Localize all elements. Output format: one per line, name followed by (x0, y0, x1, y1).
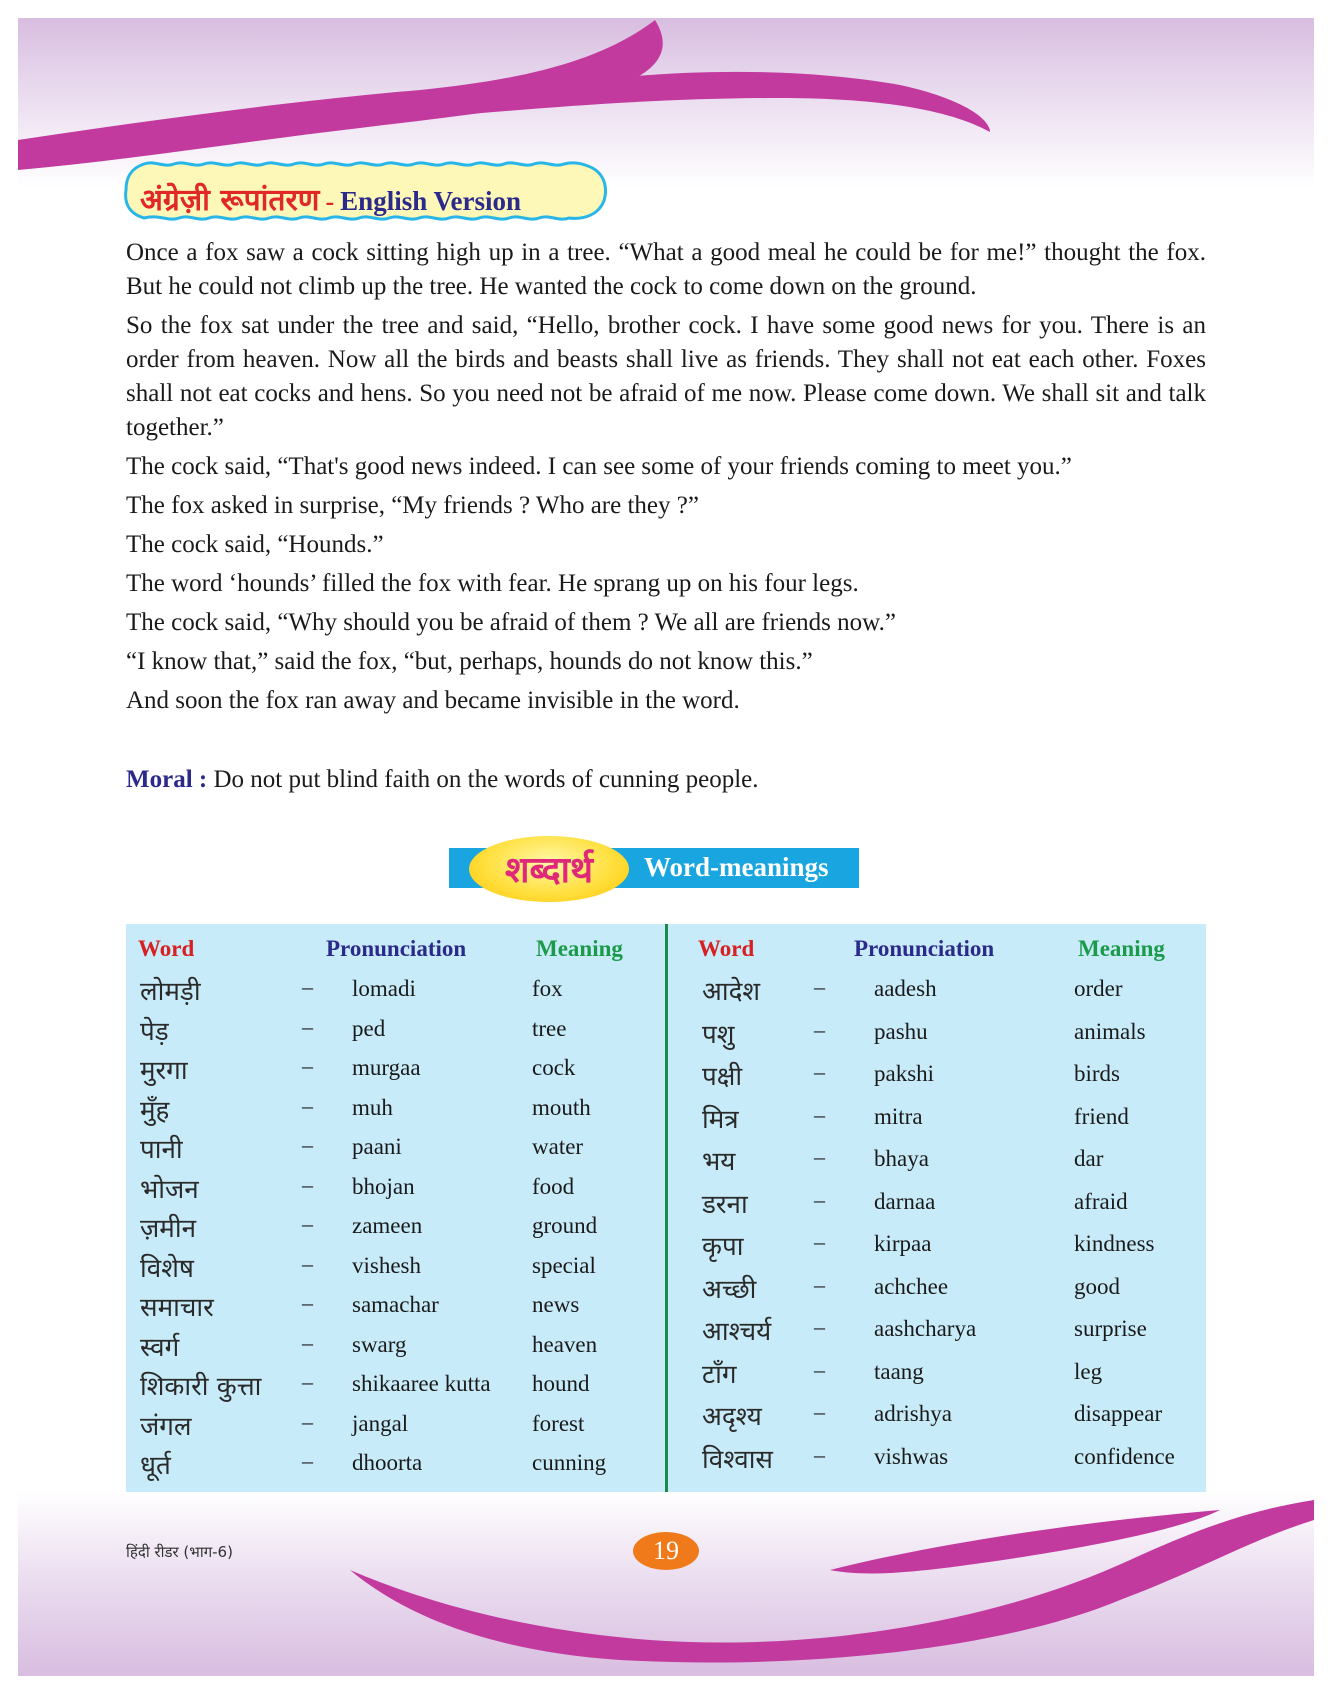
moral-label: Moral : (126, 766, 208, 793)
story-paragraph: The cock said, “That's good news indeed. I can see some of your friends coming to meet you.” (126, 453, 1072, 480)
pronunciation-text: aadesh (874, 976, 937, 1001)
meaning-text: special (532, 1252, 596, 1278)
pronunciation-text: paani (352, 1134, 402, 1159)
dash-separator: – (814, 1399, 825, 1424)
header-word: Word (138, 936, 195, 961)
header-pronunciation: Pronunciation (854, 936, 995, 961)
pronunciation-text: pashu (874, 1018, 928, 1044)
meaning-text: cock (532, 1055, 576, 1080)
meaning-text: fox (532, 976, 563, 1001)
story-text (126, 236, 1206, 723)
pronunciation-text: murgaa (352, 1055, 421, 1080)
dash-separator: – (302, 1290, 313, 1315)
story-paragraph: The word ‘hounds’ filled the fox with fear. He sprang up on his four legs. (126, 570, 859, 597)
story-paragraph: So the fox sat under the tree and said, “Hello, brother cock. I have some good news for you. There is an order from heaven. Now all the birds and beasts shall live as friends. They shall not eat each other. Foxes shall not eat cocks and hens. So you need not be afraid of me now. Please come down. We shall sit and talk together.” (126, 312, 1206, 441)
pronunciation-text: ped (352, 1015, 386, 1041)
dash-separator: – (302, 1329, 313, 1355)
meaning-text: friend (1074, 1103, 1129, 1129)
header-word: Word (698, 936, 755, 961)
header-meaning: Meaning (1078, 936, 1165, 961)
hindi-word: लोमड़ी (140, 977, 201, 1007)
pronunciation-text: swarg (352, 1331, 407, 1357)
hindi-word: डरना (702, 1189, 748, 1220)
hindi-word: पशु (702, 1019, 735, 1050)
pronunciation-text: adrishya (874, 1401, 952, 1426)
book-title: हिंदी रीडर (भाग-6) (126, 1543, 233, 1561)
hindi-word: अदृश्य (702, 1402, 762, 1432)
dash-separator: – (814, 1229, 825, 1254)
meaning-text: news (532, 1292, 580, 1317)
meaning-text: food (532, 1173, 575, 1199)
pronunciation-text: jangal (352, 1410, 409, 1436)
banner-english-title: Word-meanings (644, 852, 829, 882)
dash-separator: – (302, 1092, 313, 1118)
dash-separator: – (302, 1053, 313, 1078)
hindi-word: भय (702, 1147, 736, 1177)
hindi-word: टाँग (702, 1359, 737, 1390)
meaning-text: forest (532, 1410, 585, 1436)
meaning-text: good (1074, 1273, 1120, 1299)
dash-separator: – (302, 974, 313, 999)
dash-separator: – (814, 1314, 825, 1339)
hindi-word: स्वर्ग (140, 1332, 180, 1363)
hindi-word: समाचार (140, 1293, 214, 1323)
meaning-text: mouth (532, 1094, 591, 1120)
story-paragraph: The cock said, “Why should you be afraid of them ? We all are friends now.” (126, 609, 896, 636)
word-meanings-table (126, 924, 1206, 1492)
dash-separator: – (302, 1448, 313, 1473)
hindi-word: मुँह (140, 1095, 170, 1126)
meaning-text: kindness (1074, 1231, 1155, 1256)
dash-separator: – (302, 1171, 313, 1197)
section-heading (124, 160, 608, 222)
hindi-word: कृपा (702, 1232, 744, 1262)
story-paragraph: And soon the fox ran away and became invisible in the word. (126, 687, 740, 714)
meaning-text: hound (532, 1371, 590, 1396)
meaning-text: disappear (1074, 1401, 1163, 1426)
meaning-text: water (532, 1134, 584, 1159)
table-divider (665, 924, 668, 1492)
meaning-text: heaven (532, 1331, 598, 1357)
hindi-word: विशेष (140, 1253, 194, 1284)
pronunciation-text: lomadi (352, 976, 416, 1001)
page-number-badge: 19 (633, 1532, 699, 1570)
pronunciation-text: taang (874, 1358, 924, 1384)
pronunciation-text: samachar (352, 1292, 439, 1317)
banner-hindi-title: शब्दार्थ (505, 850, 593, 891)
dash-separator: – (814, 1016, 825, 1042)
hindi-word: मुरगा (140, 1056, 188, 1086)
meaning-text: tree (532, 1015, 567, 1041)
hindi-word: आदेश (702, 977, 761, 1007)
meaning-text: birds (1074, 1061, 1120, 1086)
dash-separator: – (814, 974, 825, 999)
pronunciation-text: zameen (352, 1213, 423, 1238)
pronunciation-text: muh (352, 1094, 393, 1120)
pronunciation-text: shikaaree kutta (352, 1371, 491, 1396)
pronunciation-text: vishesh (352, 1252, 421, 1278)
pronunciation-text: bhojan (352, 1173, 415, 1199)
pronunciation-text: vishwas (874, 1443, 949, 1469)
meaning-text: surprise (1074, 1316, 1147, 1341)
dash-separator: – (814, 1186, 825, 1212)
dash-separator: – (302, 1369, 313, 1394)
meaning-text: ground (532, 1213, 598, 1238)
story-paragraph: The fox asked in surprise, “My friends ? Who are they ?” (126, 492, 699, 519)
pronunciation-text: bhaya (874, 1146, 929, 1171)
dash-separator: – (302, 1408, 313, 1434)
dash-separator: – (814, 1356, 825, 1382)
hindi-word: भोजन (140, 1174, 199, 1205)
story-paragraph: Once a fox saw a cock sitting high up in a tree. “What a good meal he could be for me!” thought the fox. But he could not climb up the tree. He wanted the cock to come down on the ground. (126, 239, 1206, 300)
meaning-text: leg (1074, 1358, 1103, 1384)
meaning-text: confidence (1074, 1443, 1175, 1469)
meaning-text: afraid (1074, 1188, 1128, 1214)
pronunciation-text: mitra (874, 1103, 923, 1129)
moral-text: Do not put blind faith on the words of cunning people. (213, 766, 759, 793)
dash-separator: – (302, 1211, 313, 1236)
heading-hindi-title: अंग्रेज़ी रूपांतरण (140, 183, 320, 218)
hindi-word: पानी (140, 1135, 183, 1165)
pronunciation-text: pakshi (874, 1061, 935, 1086)
hindi-word: अच्छी (702, 1274, 757, 1305)
pronunciation-text: darnaa (874, 1188, 936, 1214)
hindi-word: पक्षी (702, 1062, 743, 1092)
heading-english-title: English Version (340, 186, 521, 216)
hindi-word: पेड़ (140, 1016, 169, 1047)
dash-separator: – (814, 1441, 825, 1467)
pronunciation-text: achchee (874, 1273, 949, 1299)
meaning-text: order (1074, 976, 1123, 1001)
meaning-text: dar (1074, 1146, 1104, 1171)
header-pronunciation: Pronunciation (326, 936, 467, 961)
dash-separator: – (302, 1013, 313, 1039)
hindi-word: ज़मीन (140, 1214, 197, 1244)
dash-separator: – (814, 1271, 825, 1297)
dash-separator: – (302, 1250, 313, 1276)
pronunciation-text: aashcharya (874, 1316, 977, 1341)
hindi-word: धूर्त (140, 1451, 171, 1481)
hindi-word: जंगल (140, 1411, 192, 1442)
hindi-word: आश्चर्य (702, 1317, 772, 1347)
story-paragraph: “I know that,” said the fox, “but, perhaps, hounds do not know this.” (126, 648, 813, 675)
dash-separator: – (814, 1059, 825, 1084)
header-meaning: Meaning (536, 936, 623, 961)
hindi-word: शिकारी कुत्ता (140, 1372, 262, 1402)
dash-separator: – (302, 1132, 313, 1157)
story-paragraph: The cock said, “Hounds.” (126, 531, 384, 558)
word-meanings-banner (449, 836, 859, 908)
moral-line (126, 766, 759, 794)
hindi-word: मित्र (702, 1104, 739, 1135)
pronunciation-text: kirpaa (874, 1231, 932, 1256)
heading-separator: - (325, 187, 335, 216)
hindi-word: विश्वास (702, 1444, 774, 1475)
meaning-text: cunning (532, 1450, 607, 1475)
pronunciation-text: dhoorta (352, 1450, 423, 1475)
dash-separator: – (814, 1144, 825, 1169)
dash-separator: – (814, 1101, 825, 1127)
meaning-text: animals (1074, 1018, 1146, 1044)
